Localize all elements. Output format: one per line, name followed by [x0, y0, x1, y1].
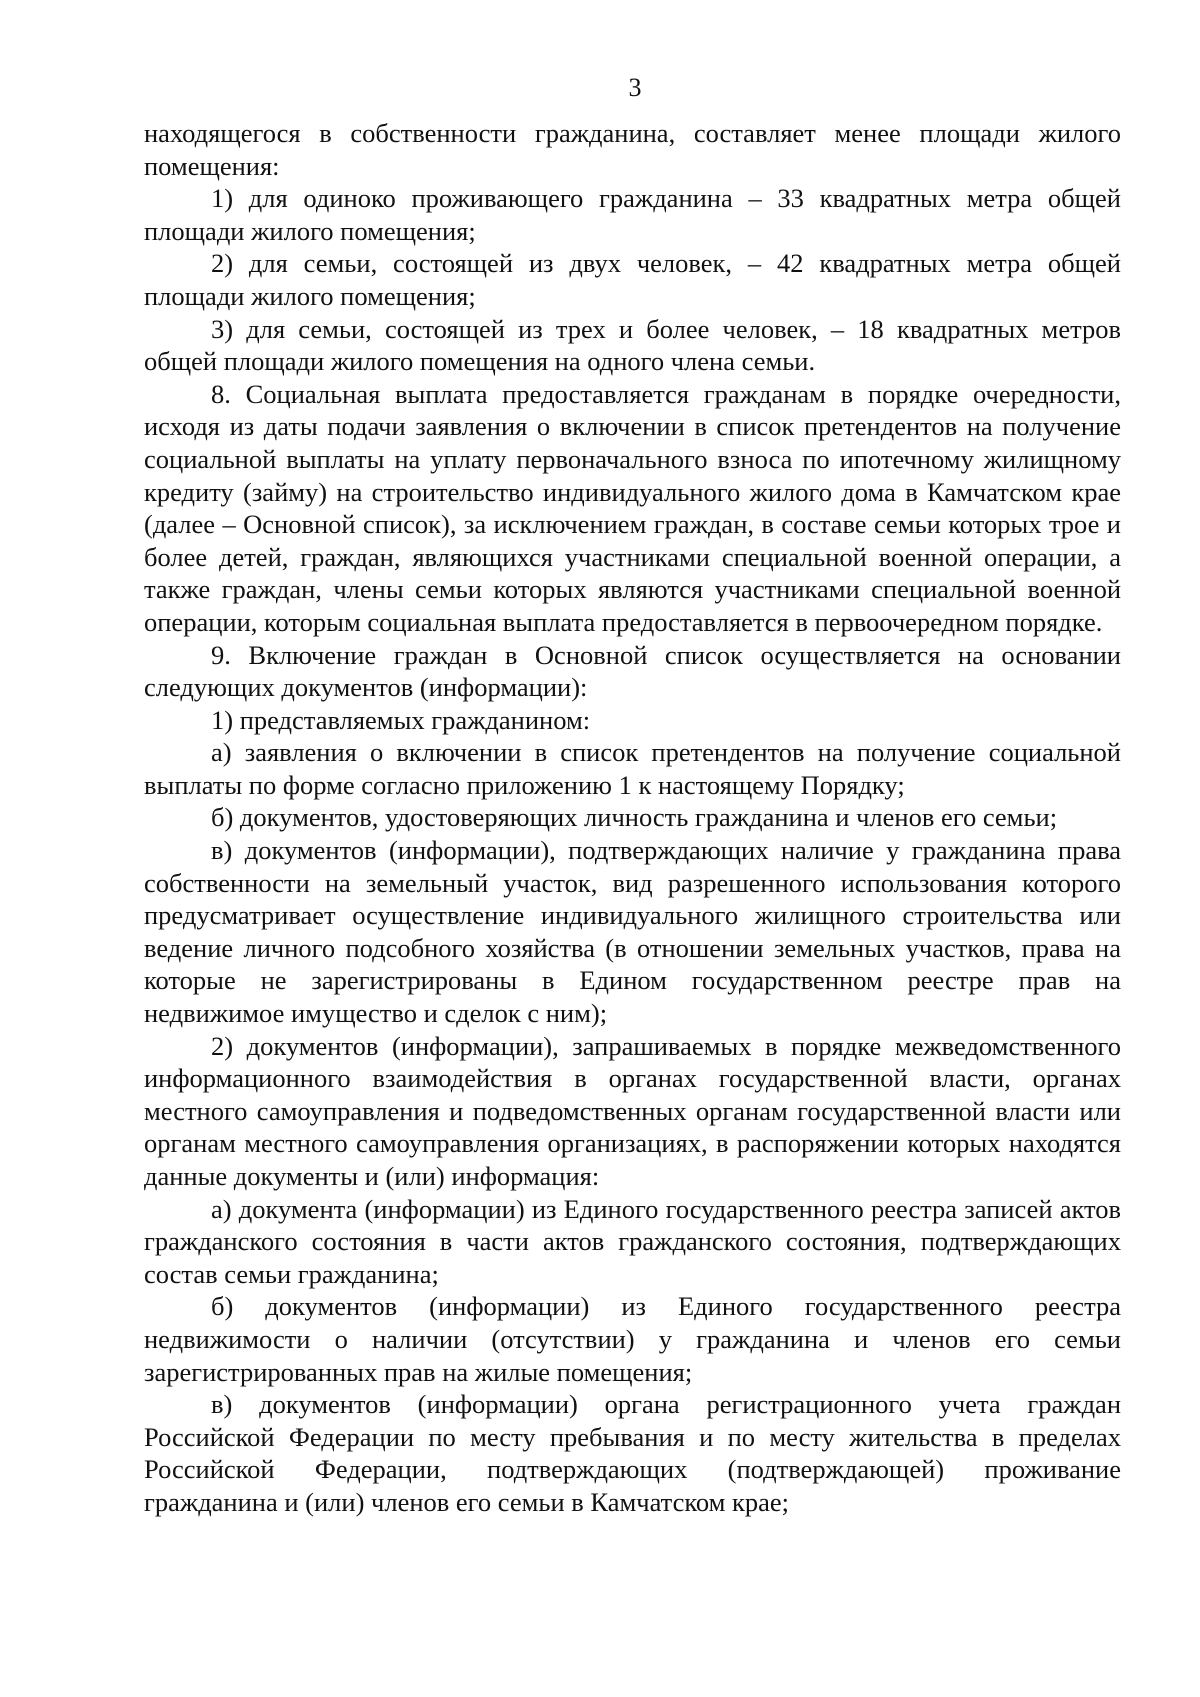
paragraph-6: 1) представляемых гражданином:	[211, 704, 591, 735]
paragraph-7: а) заявления о включении в список претендентов на получение социальной выплаты по форме согласно приложению 1 к настоящему Порядку;	[144, 737, 1121, 800]
paragraph-0: находящегося в собственности гражданина, составляет менее площади жилого помещения:	[144, 118, 1121, 181]
paragraph-2: 2) для семьи, состоящей из двух человек, – 42 квадратных метра общей площади жилого помещения;	[144, 248, 1121, 311]
paragraph-5: 9. Включение граждан в Основной список осуществляется на основании следующих документов (информации):	[144, 639, 1121, 703]
paragraph-10: 2) документов (информации), запрашиваемых в порядке межведомственного информационного взаимодействия в органах государственной власти, органах местного самоуправления и подведомственных органам государственной власти или органам местного самоуправления организациях, в распоряжении которых находятся данные документы и (или) информация:	[144, 1030, 1121, 1191]
paragraph-13: в) документов (информации) органа регистрационного учета граждан Российской Федерации по месту пребывания и по месту жительства в пределах Российской Федерации, подтверждающих (подтверждающей) проживание гражданина и (или) членов его семьи в Камчатском крае;	[144, 1389, 1121, 1517]
page-number: 3	[628, 73, 642, 102]
paragraph-11: а) документа (информации) из Единого государственного реестра записей актов гражданского состояния в части актов гражданского состояния, подтверждающих состав семьи гражданина;	[144, 1193, 1121, 1289]
paragraph-4: 8. Социальная выплата предоставляется гражданам в порядке очередности, исходя из даты подачи заявления о включении в список претендентов на получение социальной выплаты на уплату первоначального взноса по ипотечному жилищному кредиту (займу) на строительство индивидуального жилого дома в Камчатском крае (далее – Основной список), за исключением граждан, в составе семьи которых трое и более детей, граждан, являющихся участниками специальной военной операции, а также граждан, члены семьи которых являются участниками специальной военной операции, которым социальная выплата предоставляется в первоочередном порядке.	[144, 378, 1121, 637]
paragraph-1: 1) для одиноко проживающего гражданина – 33 квадратных метра общей площади жилого помещения;	[144, 183, 1121, 246]
paragraph-3: 3) для семьи, состоящей из трех и более человек, – 18 квадратных метров общей площади жилого помещения на одного члена семьи.	[144, 313, 1121, 377]
paragraph-9: в) документов (информации), подтверждающих наличие у гражданина права собственности на земельный участок, вид разрешенного использования которого предусматривает осуществление индивидуального жилищного строительства или ведение личного подсобного хозяйства (в отношении земельных участков, права на которые не зарегистрированы в Едином государственном реестре прав на недвижимое имущество и сделок с ним);	[144, 835, 1121, 1029]
paragraph-12: б) документов (информации) из Единого государственного реестра недвижимости о наличии (отсутствии) у гражданина и членов его семьи зарегистрированных прав на жилые помещения;	[144, 1291, 1121, 1387]
document-body	[144, 117, 1121, 1519]
paragraph-8: б) документов, удостоверяющих личность гражданина и членов его семьи;	[211, 802, 1058, 833]
